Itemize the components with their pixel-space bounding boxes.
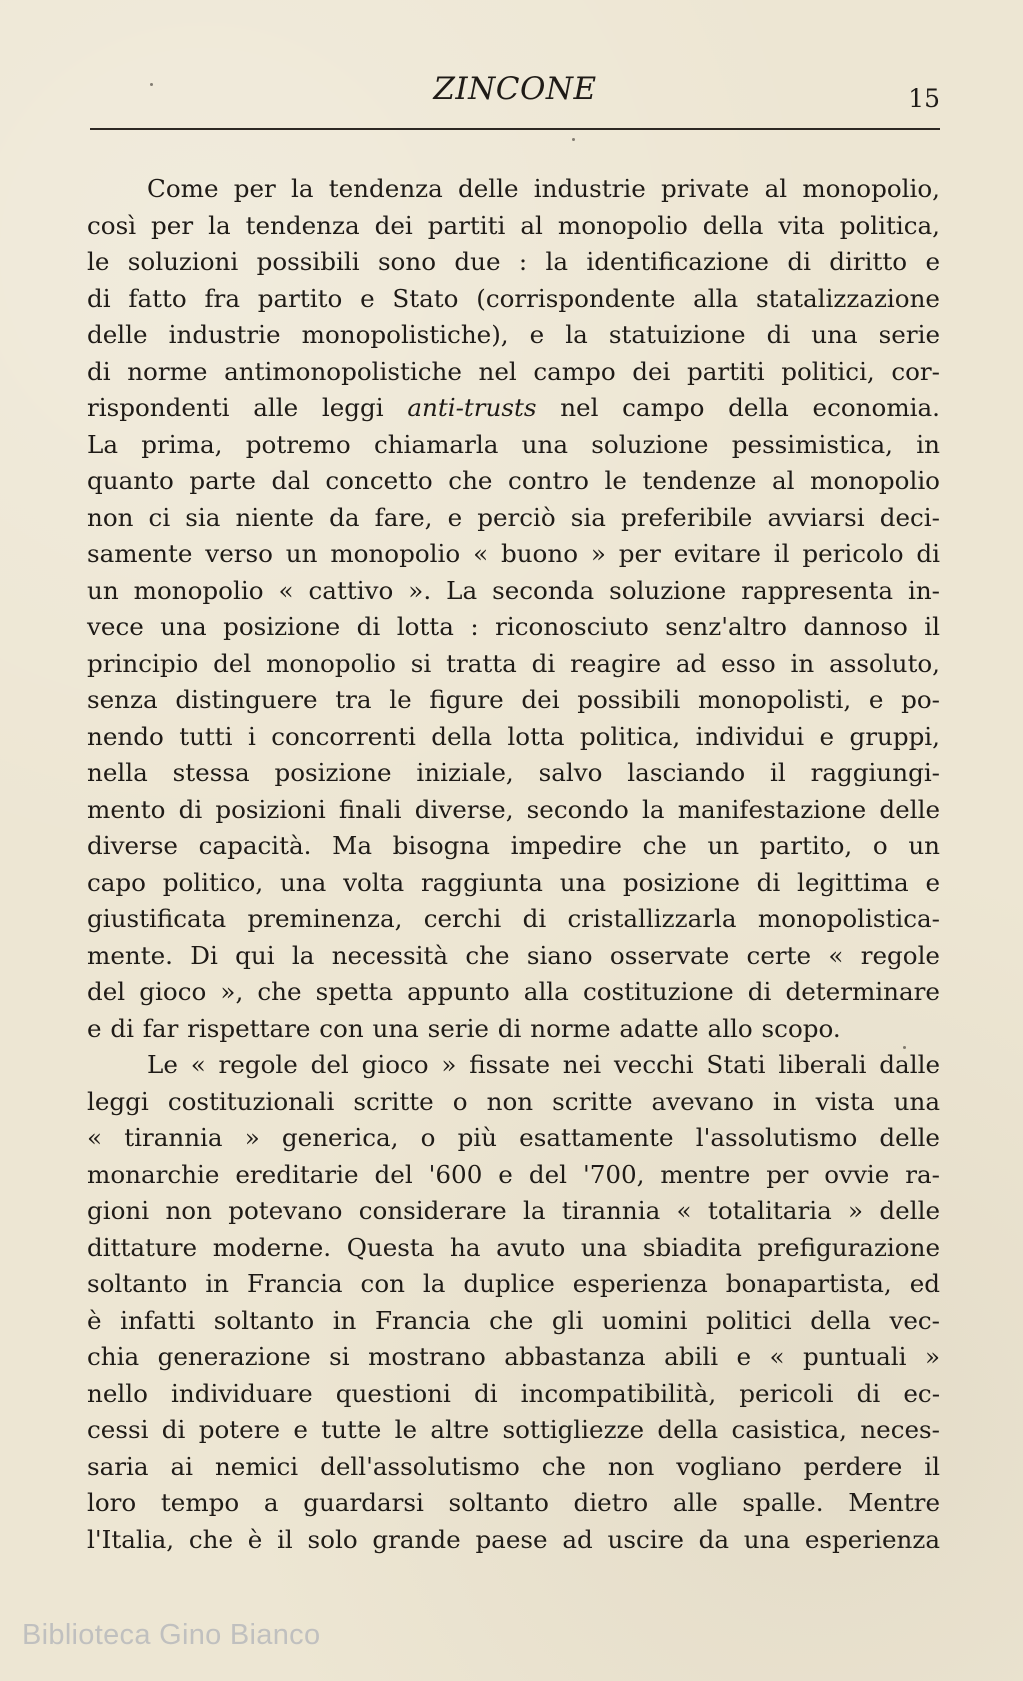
text-line: Le « regole del gioco » fissate nei vecchi Stati liberali dalle [147, 1050, 940, 1079]
text-line: monarchie ereditarie del '600 e del '700, mentre per ovvie ra- [87, 1159, 940, 1189]
paper-speck [572, 138, 575, 141]
text-line: di norme antimonopolistiche nel campo dei partiti politici, cor- [87, 356, 940, 386]
text-line: nella stessa posizione iniziale, salvo lasciando il raggiungi- [87, 758, 940, 787]
italic-term: anti-trusts [407, 393, 537, 422]
text-line: mente. Di qui la necessità che siano osservate certe « regole [87, 940, 940, 970]
text-line: vece una posizione di lotta : riconosciuto senz'altro dannoso il [87, 612, 940, 641]
text-line: l'Italia, che è il solo grande paese ad uscire da una esperienza [87, 1524, 940, 1554]
text-line: senza distinguere tra le figure dei possibili monopolisti, e po- [87, 685, 940, 714]
text-line: samente verso un monopolio « buono » per evitare il pericolo di [87, 539, 940, 568]
paragraph-end-line: e di far rispettare con una serie di norme adatte allo scopo. [87, 1013, 841, 1043]
page-header [90, 71, 940, 134]
text-line: del gioco », che spetta appunto alla costituzione di determinare [87, 977, 940, 1006]
text-line: mento di posizioni finali diverse, secondo la manifestazione delle [87, 794, 940, 824]
text-line: non ci sia niente da fare, e perciò sia preferibile avviarsi deci- [87, 502, 940, 532]
text-line: così per la tendenza dei partiti al monopolio della vita politica, [87, 210, 940, 240]
text-line: La prima, potremo chiamarla una soluzione pessimistica, in [87, 429, 940, 459]
text-line: gioni non potevano considerare la tirannia « totalitaria » delle [87, 1196, 940, 1225]
text-line: dittature moderne. Questa ha avuto una sbiadita prefigurazione [87, 1232, 940, 1262]
text-line: saria ai nemici dell'assolutismo che non vogliano perdere il [87, 1451, 940, 1481]
text-line: giustificata preminenza, cerchi di cristallizzarla monopolistica- [87, 904, 940, 933]
text-line: di fatto fra partito e Stato (corrispondente alla statalizzazione [87, 283, 940, 313]
text-line: le soluzioni possibili sono due : la identificazione di diritto e [87, 247, 940, 276]
text-line: è infatti soltanto in Francia che gli uomini politici della vec- [87, 1305, 940, 1335]
text-line-with-italic: rispondenti alle leggi anti-trusts nel campo della economia. [87, 393, 940, 422]
text-line: capo politico, una volta raggiunta una posizione di legittima e [87, 867, 940, 897]
text-line: cessi di potere e tutte le altre sottigliezze della casistica, neces- [87, 1415, 940, 1444]
text-line: delle industrie monopolistiche), e la statuizione di una serie [87, 320, 940, 349]
text-line: chia generazione si mostrano abbastanza abili e « puntuali » [87, 1342, 940, 1371]
text-line: quanto parte dal concetto che contro le tendenze al monopolio [87, 466, 940, 495]
running-head: ZINCONE [433, 71, 597, 107]
page-number: 15 [908, 84, 940, 113]
text-line: « tirannia » generica, o più esattamente l'assolutismo delle [87, 1123, 940, 1152]
library-watermark: Biblioteca Gino Bianco [22, 1619, 321, 1651]
text-line: nello individuare questioni di incompatibilità, pericoli di ec- [87, 1378, 940, 1408]
text-line: un monopolio « cattivo ». La seconda soluzione rappresenta in- [87, 575, 940, 605]
text-line: leggi costituzionali scritte o non scritte avevano in vista una [87, 1086, 940, 1116]
text-line: Come per la tendenza delle industrie private al monopolio, [147, 174, 940, 203]
text-line: loro tempo a guardarsi soltanto dietro alle spalle. Mentre [87, 1488, 940, 1517]
text-line: soltanto in Francia con la duplice esperienza bonapartista, ed [87, 1269, 940, 1298]
text-line: nendo tutti i concorrenti della lotta politica, individui e gruppi, [87, 721, 940, 751]
text-line: principio del monopolio si tratta di reagire ad esso in assoluto, [87, 648, 940, 678]
header-rule [90, 128, 940, 130]
body-text [87, 171, 940, 1558]
text-line: diverse capacità. Ma bisogna impedire che un partito, o un [87, 831, 940, 860]
